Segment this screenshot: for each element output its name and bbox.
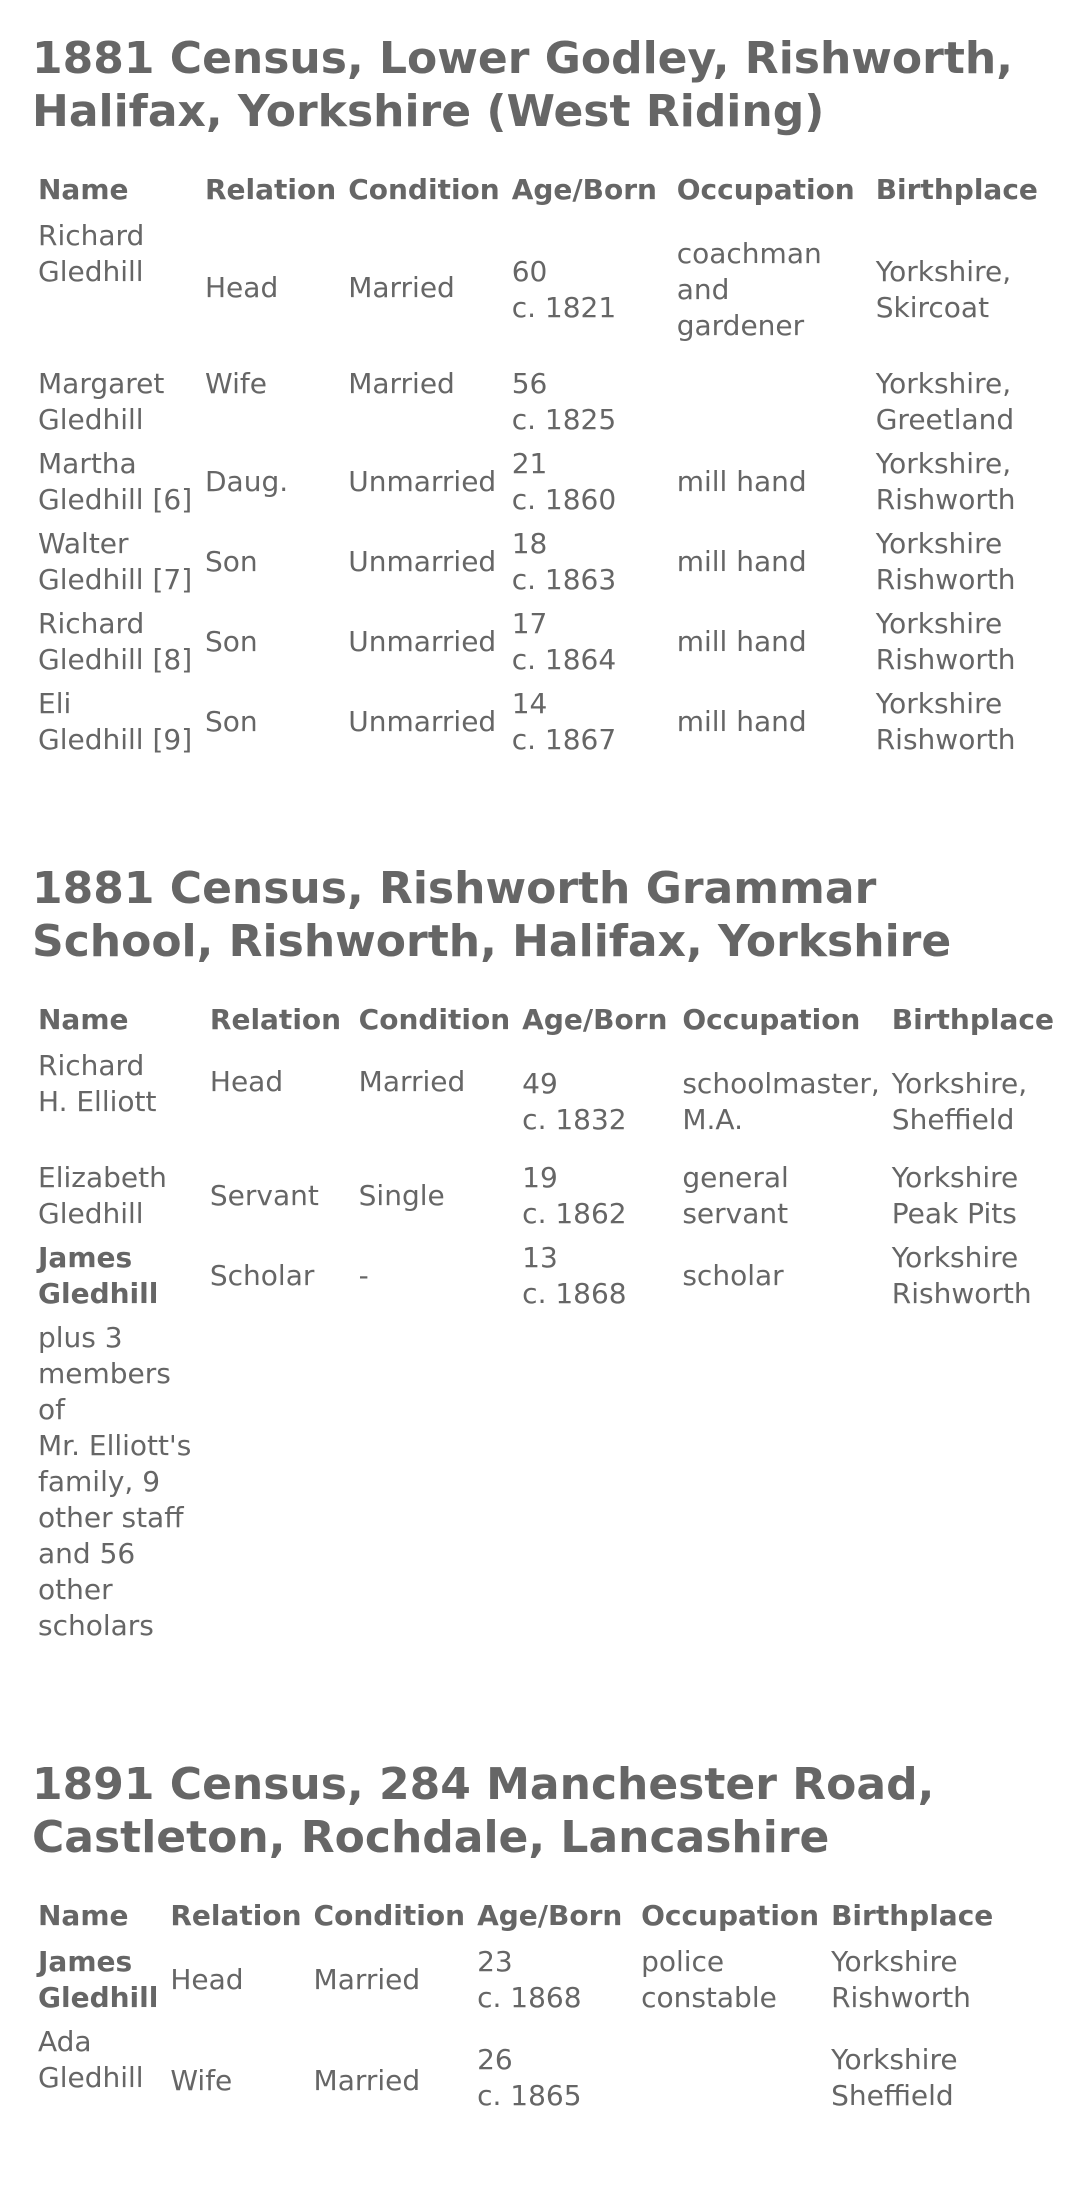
cell-occupation: mill hand	[676, 705, 807, 738]
table-header-row	[32, 994, 1060, 1044]
cell-condition: Married	[348, 271, 455, 304]
cell-name: Margaret Gledhill	[38, 367, 165, 436]
header-relation: Relation	[205, 173, 337, 206]
table-row	[32, 602, 1044, 682]
cell-birthplace: Yorkshire Peak Pits	[891, 1161, 1019, 1230]
cell-name: Elizabeth Gledhill	[38, 1161, 167, 1230]
table-row	[32, 1940, 999, 2020]
cell-age-born: 21 c. 1860	[511, 447, 617, 516]
header-name: Name	[38, 173, 129, 206]
cell-birthplace: Yorkshire, Skircoat	[875, 255, 1012, 324]
household-note: plus 3 members of Mr. Elliott's family, 9 other staff and 56 other scholars	[38, 1321, 192, 1642]
header-occupation: Occupation	[676, 173, 855, 206]
census-table	[32, 164, 1044, 762]
census-1881-lower-godley	[32, 32, 1060, 762]
census-table	[32, 1890, 999, 2124]
table-row	[32, 1236, 1060, 1316]
cell-age-born: 60 c. 1821	[511, 255, 617, 324]
cell-birthplace: Yorkshire Sheffield	[831, 2043, 958, 2112]
section-title: 1881 Census, Rishworth Grammar School, Rishworth, Halifax, Yorkshire	[32, 863, 952, 967]
cell-age-born: 56 c. 1825	[511, 367, 617, 436]
cell-birthplace: Yorkshire Rishworth	[875, 527, 1016, 596]
cell-relation: Head	[205, 271, 279, 304]
cell-occupation: general servant	[682, 1161, 789, 1230]
cell-occupation: coachman and gardener	[676, 237, 822, 342]
cell-name: Walter Gledhill [7]	[38, 527, 193, 596]
cell-age-born: 17 c. 1864	[511, 607, 617, 676]
cell-age-born: 26 c. 1865	[477, 2043, 582, 2112]
cell-relation: Daug.	[205, 465, 289, 498]
cell-condition: Married	[358, 1065, 466, 1098]
cell-birthplace: Yorkshire, Greetland	[875, 367, 1015, 436]
cell-condition: Unmarried	[348, 625, 497, 658]
cell-occupation: schoolmaster, M.A.	[682, 1067, 880, 1136]
cell-name: Richard H. Elliott	[38, 1049, 157, 1118]
cell-birthplace: Yorkshire Rishworth	[875, 687, 1016, 756]
cell-birthplace: Yorkshire Rishworth	[875, 607, 1016, 676]
table-row	[32, 682, 1044, 762]
header-name: Name	[38, 1899, 129, 1932]
cell-condition: Unmarried	[348, 705, 497, 738]
cell-name: Richard Gledhill	[38, 219, 145, 288]
table-header-row	[32, 1890, 999, 1940]
census-1881-rishworth-grammar-school	[32, 862, 1060, 1648]
table-row	[32, 214, 1044, 362]
cell-occupation: mill hand	[676, 465, 807, 498]
cell-relation: Son	[205, 705, 258, 738]
cell-birthplace: Yorkshire, Sheffield	[891, 1067, 1028, 1136]
cell-condition: Married	[348, 367, 455, 400]
cell-occupation: police constable	[641, 1945, 777, 2014]
cell-occupation	[671, 362, 870, 442]
census-table	[32, 994, 1060, 1648]
cell-relation: Servant	[209, 1179, 319, 1212]
table-row	[32, 522, 1044, 602]
cell-relation: Scholar	[209, 1259, 315, 1292]
header-birthplace: Birthplace	[875, 173, 1038, 206]
cell-name: James Gledhill	[38, 1945, 159, 2014]
header-condition: Condition	[348, 173, 500, 206]
cell-name: Richard Gledhill [8]	[38, 607, 193, 676]
cell-occupation: mill hand	[676, 545, 807, 578]
cell-age-born: 13 c. 1868	[522, 1241, 627, 1310]
cell-age-born: 23 c. 1868	[477, 1945, 582, 2014]
cell-relation: Wife	[205, 367, 267, 400]
table-row	[32, 2020, 999, 2124]
header-birthplace: Birthplace	[831, 1899, 994, 1932]
cell-occupation	[635, 2020, 825, 2124]
cell-age-born: 49 c. 1832	[522, 1067, 627, 1136]
cell-age-born: 14 c. 1867	[511, 687, 617, 756]
table-row-note	[32, 1316, 1060, 1648]
header-name: Name	[38, 1003, 129, 1036]
cell-condition: -	[358, 1259, 369, 1292]
cell-birthplace: Yorkshire Rishworth	[891, 1241, 1032, 1310]
header-relation: Relation	[170, 1899, 302, 1932]
header-condition: Condition	[358, 1003, 511, 1036]
cell-occupation: scholar	[682, 1259, 784, 1292]
header-condition: Condition	[313, 1899, 466, 1932]
table-header-row	[32, 164, 1044, 214]
cell-name: Eli Gledhill [9]	[38, 687, 193, 756]
section-title: 1891 Census, 284 Manchester Road, Castleton, Rochdale, Lancashire	[32, 1759, 935, 1863]
cell-relation: Head	[209, 1065, 284, 1098]
table-row	[32, 1044, 1060, 1156]
table-row	[32, 442, 1044, 522]
header-age-born: Age/Born	[511, 173, 657, 206]
header-occupation: Occupation	[682, 1003, 861, 1036]
census-1891-castleton	[32, 1758, 1060, 2124]
header-age-born: Age/Born	[477, 1899, 623, 1932]
cell-condition: Married	[313, 1963, 421, 1996]
cell-name: James Gledhill	[38, 1241, 159, 1310]
cell-relation: Son	[205, 545, 258, 578]
cell-relation: Wife	[170, 2064, 233, 2097]
header-occupation: Occupation	[641, 1899, 820, 1932]
header-relation: Relation	[209, 1003, 342, 1036]
cell-birthplace: Yorkshire, Rishworth	[875, 447, 1016, 516]
cell-name: Ada Gledhill	[38, 2025, 144, 2094]
cell-condition: Married	[313, 2064, 421, 2097]
table-row	[32, 1156, 1060, 1236]
cell-birthplace: Yorkshire Rishworth	[831, 1945, 971, 2014]
cell-condition: Single	[358, 1179, 445, 1212]
cell-name: Martha Gledhill [6]	[38, 447, 193, 516]
cell-age-born: 19 c. 1862	[522, 1161, 627, 1230]
table-row	[32, 362, 1044, 442]
cell-relation: Head	[170, 1963, 244, 1996]
cell-condition: Unmarried	[348, 465, 497, 498]
cell-age-born: 18 c. 1863	[511, 527, 617, 596]
cell-relation: Son	[205, 625, 258, 658]
cell-condition: Unmarried	[348, 545, 497, 578]
cell-occupation: mill hand	[676, 625, 807, 658]
section-title: 1881 Census, Lower Godley, Rishworth, Halifax, Yorkshire (West Riding)	[32, 33, 1013, 137]
header-age-born: Age/Born	[522, 1003, 668, 1036]
header-birthplace: Birthplace	[891, 1003, 1054, 1036]
